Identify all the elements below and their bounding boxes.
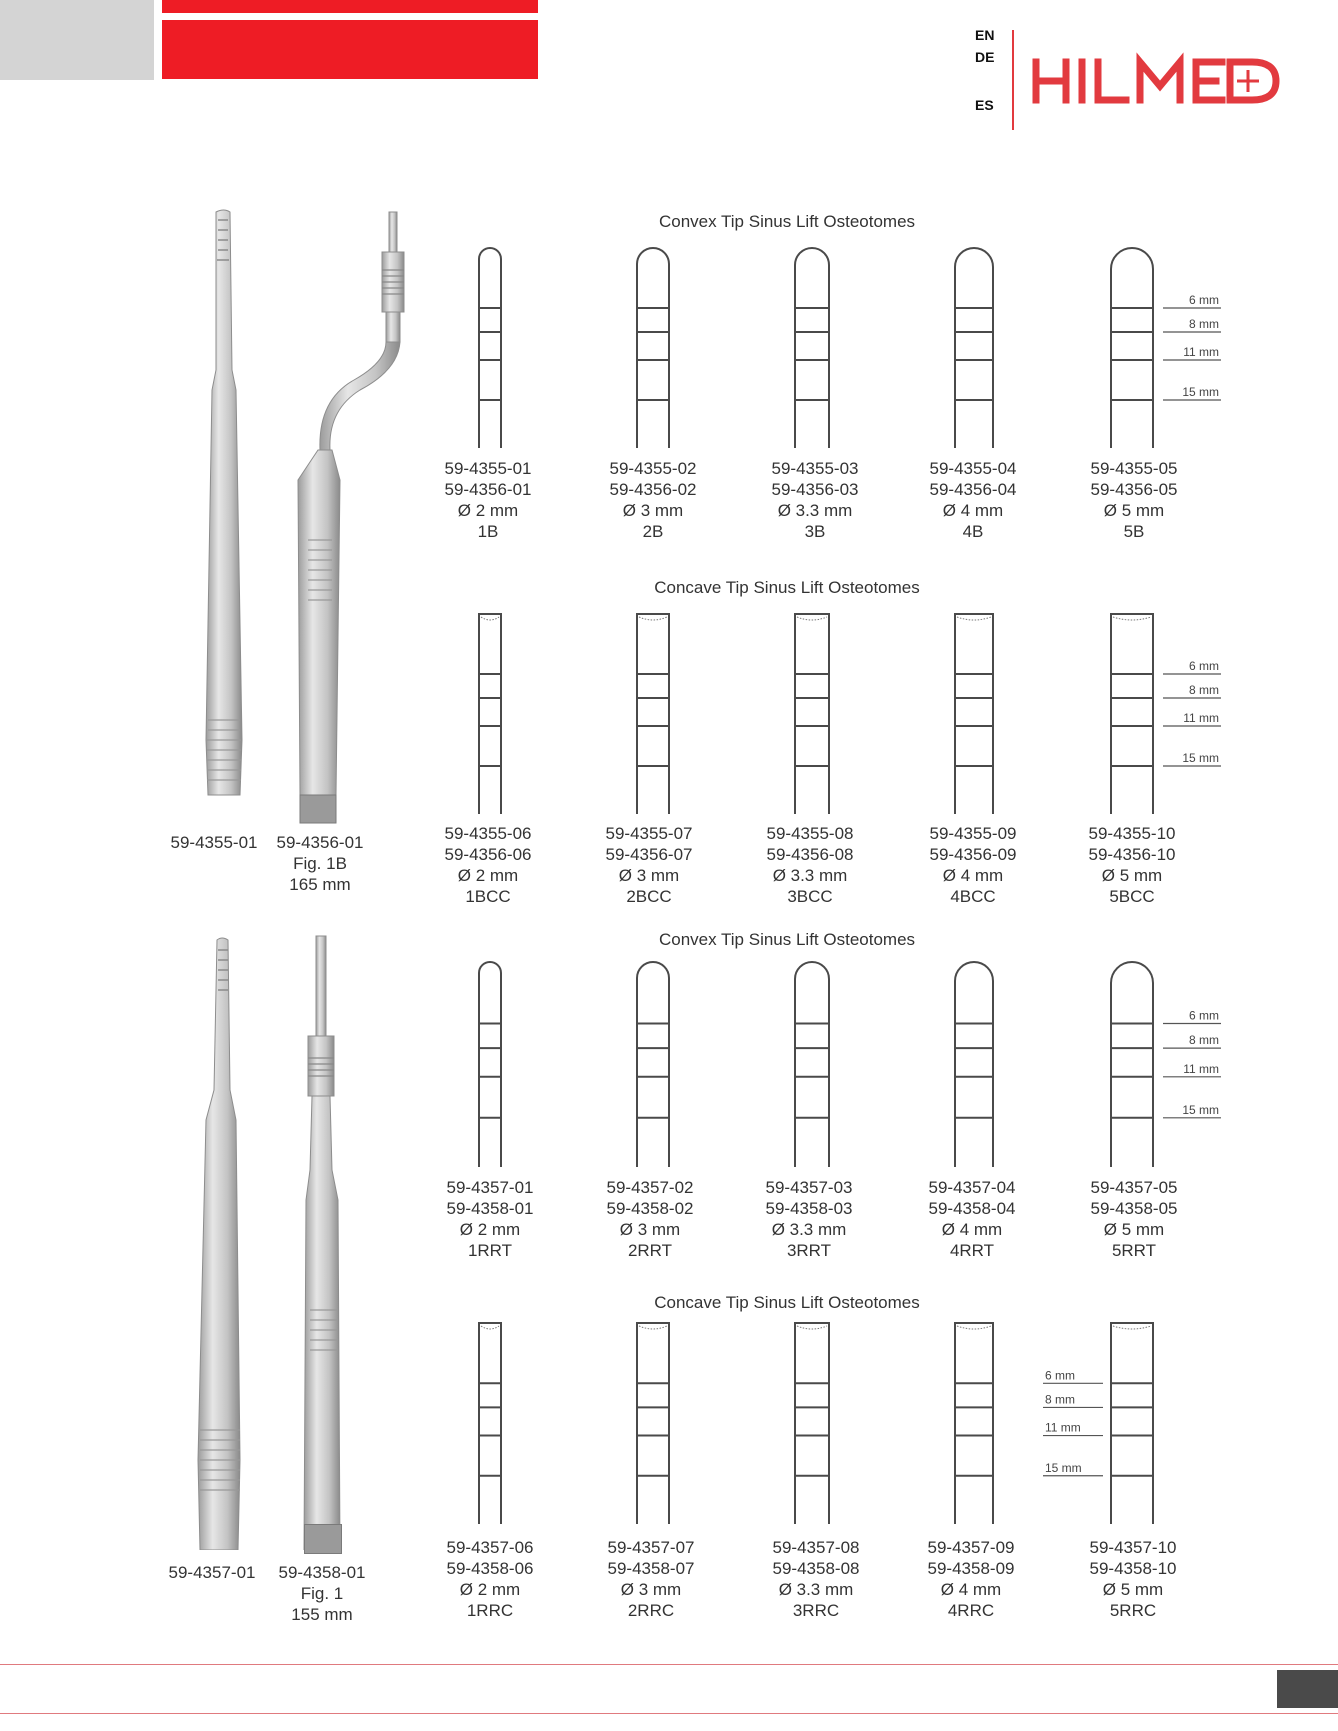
item-3rrt xyxy=(734,1177,884,1261)
item-3b xyxy=(740,458,890,542)
item-diameter: Ø 3.3 mm xyxy=(771,1220,847,1239)
footer-line-top xyxy=(0,1664,1338,1665)
item-1b xyxy=(413,458,563,542)
item-ref: 3RRT xyxy=(786,1241,832,1260)
section-title-convex-2: Convex Tip Sinus Lift Osteotomes xyxy=(658,930,916,949)
item-code-a: 59-4355-09 xyxy=(929,824,1017,843)
item-1rrc xyxy=(415,1537,565,1621)
depth-mark-label: 8 mm xyxy=(1189,1033,1219,1048)
item-code-b: 59-4356-06 xyxy=(444,845,532,864)
item-1bcc xyxy=(413,823,563,907)
item-code-a: 59-4357-01 xyxy=(446,1178,534,1197)
item-ref: 3RRC xyxy=(792,1601,840,1620)
depth-mark-label: 11 mm xyxy=(1183,345,1219,359)
figure-1-instruments xyxy=(160,930,420,1550)
item-code-a: 59-4355-02 xyxy=(609,459,697,478)
item-4rrt xyxy=(897,1177,1047,1261)
item-3bcc xyxy=(735,823,885,907)
item-diameter: Ø 2 mm xyxy=(459,1580,521,1599)
item-diameter: Ø 4 mm xyxy=(942,501,1004,520)
osteotome-tip-icon xyxy=(1111,614,1221,814)
item-ref: 4BCC xyxy=(950,887,996,906)
item-diameter: Ø 4 mm xyxy=(940,1580,1002,1599)
item-diameter: Ø 4 mm xyxy=(941,1220,1003,1239)
item-5b xyxy=(1059,458,1209,542)
footer-line-bottom xyxy=(0,1713,1338,1714)
section-title-concave-1: Concave Tip Sinus Lift Osteotomes xyxy=(654,578,920,597)
item-code-b: 59-4358-04 xyxy=(928,1199,1016,1218)
osteotome-tip-icon xyxy=(795,962,829,1167)
header-red-stripe xyxy=(162,0,538,13)
depth-mark-label: 11 mm xyxy=(1183,1061,1219,1076)
item-ref: 2B xyxy=(642,522,664,541)
item-code-a: 59-4355-08 xyxy=(766,824,854,843)
item-ref: 4B xyxy=(962,522,984,541)
item-4bcc xyxy=(898,823,1048,907)
item-ref: 4RRC xyxy=(947,1601,995,1620)
figure-1b-code-2: 59-4356-01 xyxy=(276,833,364,852)
item-code-a: 59-4355-07 xyxy=(605,824,693,843)
item-code-a: 59-4357-06 xyxy=(446,1538,534,1557)
item-2bcc xyxy=(574,823,724,907)
osteotome-tip-icon xyxy=(1111,962,1221,1167)
osteotome-tip-icon xyxy=(795,1323,829,1524)
item-code-a: 59-4355-01 xyxy=(444,459,532,478)
osteotome-tip-icon xyxy=(1111,248,1221,448)
depth-mark-label: 6 mm xyxy=(1045,1368,1075,1383)
item-code-b: 59-4356-10 xyxy=(1088,845,1176,864)
item-diameter: Ø 3 mm xyxy=(619,1220,681,1239)
item-code-a: 59-4357-08 xyxy=(772,1538,860,1557)
item-code-a: 59-4355-03 xyxy=(771,459,859,478)
item-code-a: 59-4355-10 xyxy=(1088,824,1176,843)
item-code-b: 59-4356-03 xyxy=(771,480,859,499)
figure-1b-instruments xyxy=(160,200,420,830)
depth-mark-label: 15 mm xyxy=(1182,385,1219,399)
item-code-b: 59-4358-02 xyxy=(606,1199,694,1218)
depth-mark-label: 15 mm xyxy=(1045,1460,1082,1475)
item-4b xyxy=(898,458,1048,542)
item-code-a: 59-4355-05 xyxy=(1090,459,1178,478)
item-code-b: 59-4356-01 xyxy=(444,480,532,499)
item-ref: 2BCC xyxy=(626,887,672,906)
item-5rrc xyxy=(1058,1537,1208,1621)
item-ref: 5RRT xyxy=(1111,1241,1157,1260)
item-ref: 5RRC xyxy=(1109,1601,1157,1620)
item-ref: 1RRT xyxy=(467,1241,513,1260)
item-ref: 5BCC xyxy=(1109,887,1155,906)
item-code-b: 59-4358-05 xyxy=(1090,1199,1178,1218)
logo-divider xyxy=(1012,30,1014,130)
item-diameter: Ø 3 mm xyxy=(622,501,684,520)
item-ref: 1B xyxy=(477,522,499,541)
item-2rrc xyxy=(576,1537,726,1621)
item-code-b: 59-4358-07 xyxy=(607,1559,695,1578)
item-3rrc xyxy=(741,1537,891,1621)
item-diameter: Ø 3 mm xyxy=(618,866,680,885)
item-code-b: 59-4356-08 xyxy=(766,845,854,864)
figure-1b-code-1: 59-4355-01 xyxy=(170,833,258,852)
depth-mark-label: 8 mm xyxy=(1045,1392,1075,1407)
item-code-b: 59-4356-04 xyxy=(929,480,1017,499)
item-diameter: Ø 3 mm xyxy=(620,1580,682,1599)
item-5rrt xyxy=(1059,1177,1209,1261)
item-diameter: Ø 5 mm xyxy=(1103,1220,1165,1239)
straight-osteotome-icon xyxy=(206,210,242,795)
section-title-convex-1: Convex Tip Sinus Lift Osteotomes xyxy=(658,212,916,231)
osteotome-tip-icon xyxy=(479,962,501,1167)
osteotome-tip-icon xyxy=(955,614,993,814)
osteotome-tip-icon xyxy=(1043,1323,1153,1524)
item-code-a: 59-4355-04 xyxy=(929,459,1017,478)
figure-1b-label: Fig. 1B xyxy=(293,854,347,873)
item-code-b: 59-4356-05 xyxy=(1090,480,1178,499)
osteotome-tip-icon xyxy=(795,248,829,448)
osteotome-tip-icon xyxy=(637,962,669,1167)
depth-mark-label: 8 mm xyxy=(1189,683,1219,697)
header-red-banner xyxy=(162,20,538,79)
item-code-b: 59-4358-03 xyxy=(765,1199,853,1218)
figure-1-code-1: 59-4357-01 xyxy=(168,1563,256,1582)
header-grey-tab xyxy=(0,0,154,80)
depth-mark-label: 8 mm xyxy=(1189,317,1219,331)
figure-1b-length: 165 mm xyxy=(289,875,351,894)
item-ref: 3B xyxy=(804,522,826,541)
osteotome-tip-icon xyxy=(955,1323,993,1524)
item-diameter: Ø 3.3 mm xyxy=(778,1580,854,1599)
item-code-a: 59-4357-04 xyxy=(928,1178,1016,1197)
language-en[interactable]: EN xyxy=(975,27,995,43)
osteotome-tip-icon xyxy=(479,1323,501,1524)
item-ref: 2RRT xyxy=(627,1241,673,1260)
item-code-b: 59-4358-01 xyxy=(446,1199,534,1218)
depth-mark-label: 11 mm xyxy=(1045,1420,1081,1435)
item-code-a: 59-4357-05 xyxy=(1090,1178,1178,1197)
item-diameter: Ø 2 mm xyxy=(459,1220,521,1239)
item-diameter: Ø 2 mm xyxy=(457,866,519,885)
osteotome-tip-icon xyxy=(637,614,669,814)
straight-osteotome-icon xyxy=(198,938,240,1550)
item-ref: 5B xyxy=(1123,522,1145,541)
item-code-b: 59-4356-02 xyxy=(609,480,697,499)
item-code-b: 59-4358-10 xyxy=(1089,1559,1177,1578)
language-es[interactable]: ES xyxy=(975,97,994,113)
offset-osteotome-icon xyxy=(298,212,404,823)
depth-mark-label: 15 mm xyxy=(1182,1102,1219,1117)
item-ref: 1RRC xyxy=(466,1601,514,1620)
item-4rrc xyxy=(896,1537,1046,1621)
item-code-b: 59-4358-09 xyxy=(927,1559,1015,1578)
page-number-box xyxy=(1277,1670,1338,1708)
item-ref: 4RRT xyxy=(949,1241,995,1260)
osteotome-tip-icon xyxy=(479,614,501,814)
language-de[interactable]: DE xyxy=(975,49,995,65)
item-ref: 1BCC xyxy=(465,887,511,906)
depth-mark-label: 11 mm xyxy=(1183,711,1219,725)
depth-mark-label: 6 mm xyxy=(1189,659,1219,673)
item-ref: 3BCC xyxy=(787,887,833,906)
item-code-a: 59-4355-06 xyxy=(444,824,532,843)
depth-mark-label: 6 mm xyxy=(1189,1008,1219,1023)
osteotome-tip-icon xyxy=(955,962,993,1167)
figure-1-label: Fig. 1 xyxy=(300,1584,344,1603)
section-title-concave-2: Concave Tip Sinus Lift Osteotomes xyxy=(654,1293,920,1312)
figure-1-code-2: 59-4358-01 xyxy=(278,1563,366,1582)
item-diameter: Ø 2 mm xyxy=(457,501,519,520)
handle-end-cap xyxy=(304,1524,342,1554)
item-diameter: Ø 3.3 mm xyxy=(777,501,853,520)
item-code-b: 59-4356-09 xyxy=(929,845,1017,864)
hilmed-logo xyxy=(1030,52,1282,108)
item-2rrt xyxy=(575,1177,725,1261)
item-ref: 2RRC xyxy=(627,1601,675,1620)
item-2b xyxy=(578,458,728,542)
depth-mark-label: 6 mm xyxy=(1189,293,1219,307)
item-diameter: Ø 3.3 mm xyxy=(772,866,848,885)
item-diameter: Ø 5 mm xyxy=(1103,501,1165,520)
item-code-b: 59-4358-06 xyxy=(446,1559,534,1578)
osteotome-tip-icon xyxy=(637,1323,669,1524)
osteotome-tip-icon xyxy=(637,248,669,448)
osteotome-tip-icon xyxy=(955,248,993,448)
depth-mark-label: 15 mm xyxy=(1182,751,1219,765)
item-code-a: 59-4357-03 xyxy=(765,1178,853,1197)
item-code-a: 59-4357-02 xyxy=(606,1178,694,1197)
osteotome-tip-icon xyxy=(795,614,829,814)
item-5bcc xyxy=(1057,823,1207,907)
item-code-a: 59-4357-09 xyxy=(927,1538,1015,1557)
item-1rrt xyxy=(415,1177,565,1261)
item-diameter: Ø 5 mm xyxy=(1102,1580,1164,1599)
straight-handle-osteotome-icon xyxy=(304,936,340,1550)
item-code-b: 59-4358-08 xyxy=(772,1559,860,1578)
item-diameter: Ø 5 mm xyxy=(1101,866,1163,885)
osteotome-tip-icon xyxy=(479,248,501,448)
item-code-a: 59-4357-07 xyxy=(607,1538,695,1557)
item-diameter: Ø 4 mm xyxy=(942,866,1004,885)
figure-1-length: 155 mm xyxy=(291,1605,353,1624)
item-code-b: 59-4356-07 xyxy=(605,845,693,864)
item-code-a: 59-4357-10 xyxy=(1089,1538,1177,1557)
